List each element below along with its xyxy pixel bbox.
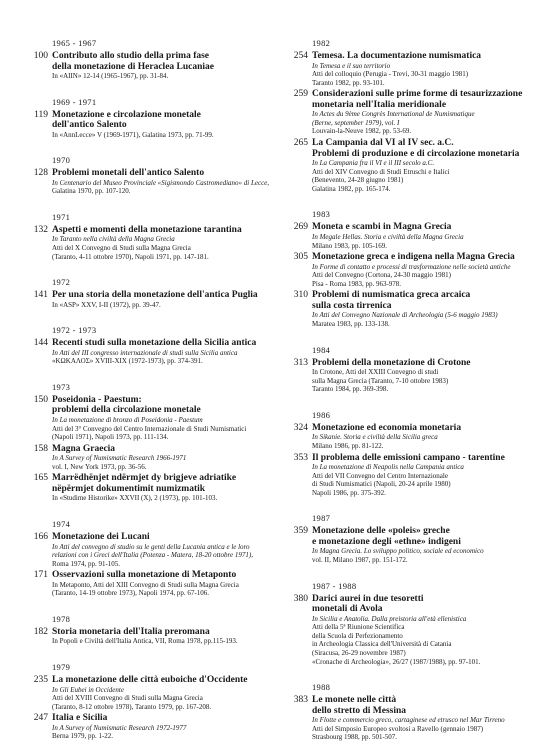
year-heading: 1984 xyxy=(312,344,331,355)
entry-title: Marrëdhënjet ndërmjet dy brigjeve adriatike xyxy=(52,473,237,484)
entry-citation: Atti del Simposio Europeo svoltosi a Ravello (gennaio 1987) xyxy=(312,724,484,733)
entry-citation: In A Survey of Numismatic Research 1972-1977 xyxy=(52,723,187,732)
group-spacer xyxy=(290,195,540,209)
group-spacer xyxy=(30,600,275,614)
entry-title: e monetazione degli «ethne» indigeni xyxy=(312,536,461,547)
entry-citation: In La monetazione di Neapolis nella Campania antica xyxy=(312,463,464,472)
entry-citation: In Crotone, Atti del XXIII Convegno di studi xyxy=(312,368,439,377)
entry-citation: In Forme di contatto e processi di trasformazione nelle società antiche xyxy=(312,262,511,271)
group-spacer xyxy=(30,311,275,325)
bibliography-entry xyxy=(290,89,540,136)
group-spacer xyxy=(30,505,275,519)
entry-citation: Berna 1979, pp. 1-22. xyxy=(52,732,114,741)
bibliography-entry xyxy=(30,713,275,741)
entry-citation: Galatina 1982, pp. 165-174. xyxy=(312,184,391,193)
entry-title: Problemi di numismatica greca arcaica xyxy=(312,290,471,301)
bibliography-entry xyxy=(30,110,275,140)
entry-body xyxy=(52,110,275,140)
entry-citation: Atti del XVIII Convegno di Studi sulla Magna Grecia xyxy=(52,694,203,703)
entry-title: Il problema delle emissioni campano - tarentine xyxy=(312,452,505,463)
entry-title: Moneta e scambi in Magna Grecia xyxy=(312,222,452,233)
entry-title: Problemi di produzione e di circolazione monetaria xyxy=(312,148,520,159)
entry-number: 141 xyxy=(33,290,48,301)
entry-citation: In Gli Eubei in Occidente xyxy=(52,685,124,694)
entry-title: Problemi della monetazione di Crotone xyxy=(312,357,471,368)
entry-body xyxy=(312,51,540,87)
entry-body xyxy=(312,252,540,288)
entry-citation: Atti del VII Convegno del Centro Internazionale xyxy=(312,471,448,480)
year-heading: 1971 xyxy=(52,211,71,222)
entry-title: Aspetti e momenti della monetazione tarantina xyxy=(52,224,242,235)
group-spacer xyxy=(290,396,540,410)
entry-number: 165 xyxy=(33,473,48,484)
entry-citation: (Benevento, 24-28 giugno 1981) xyxy=(312,176,404,185)
entry-title: Osservazioni sulla monetazione di Metaponto xyxy=(52,570,237,581)
right-column xyxy=(290,38,540,744)
entry-title: Monetazione ed economia monetaria xyxy=(312,422,462,433)
entry-citation: In Actes du 9ème Congrès International de Numismatique xyxy=(312,110,475,119)
entry-citation: In Flotte e commercio greco, cartaginese ed etrusco nel Mar Tirreno xyxy=(312,716,505,725)
entry-title: Recenti studi sulla monetazione della Sicilia antica xyxy=(52,338,257,349)
entry-title: dello stretto di Messina xyxy=(312,705,407,716)
entry-body xyxy=(312,526,540,564)
entry-title: La monetazione delle città euboiche d'Occidente xyxy=(52,675,248,686)
entry-number: 380 xyxy=(293,593,308,604)
entry-number: 182 xyxy=(33,626,48,637)
entry-citation: Milano 1983, pp. 105-169. xyxy=(312,241,388,250)
year-heading: 1969 - 1971 xyxy=(52,96,97,107)
entry-citation: Taranto 1982, pp. 93-101. xyxy=(312,78,385,87)
entry-citation: Atti della 5ª Riunione Scientifica xyxy=(312,623,405,632)
entry-citation: vol. II, Milano 1987, pp. 151-172. xyxy=(312,556,408,565)
entry-citation: della Scuola di Perfezionamento xyxy=(312,631,403,640)
entry-citation: In Sikanie. Storia e civiltà della Sicilia greca xyxy=(312,433,438,442)
entry-body xyxy=(52,532,275,568)
entry-citation: In Temesa e il suo territorio xyxy=(312,61,391,70)
entry-number: 359 xyxy=(293,526,308,537)
entry-number: 171 xyxy=(33,570,48,581)
entry-body xyxy=(52,444,275,472)
entry-number: 158 xyxy=(33,443,48,454)
entry-title: Monetazione greca e indigena nella Magna Grecia xyxy=(312,252,515,263)
entry-number: 310 xyxy=(293,290,308,301)
entry-title: Monetazione dei Lucani xyxy=(52,532,150,542)
entry-title: Magna Graecia xyxy=(52,443,116,454)
entry-citation: In «Studime Historike» XXVII (X), 2 (1973), pp. 101-103. xyxy=(52,494,218,503)
bibliography-entry xyxy=(290,51,540,87)
entry-citation: sulla Magna Grecia (Taranto, 7-10 ottobre 1983) xyxy=(312,376,449,385)
entry-citation: vol. I, New York 1973, pp. 36-56. xyxy=(52,462,147,471)
entry-number: 313 xyxy=(293,357,308,368)
entry-number: 254 xyxy=(293,51,308,61)
entry-title: Temesa. La documentazione numismatica xyxy=(312,51,482,61)
entry-citation: Atti del Convegno (Cortona, 24-30 maggio 1981) xyxy=(312,271,452,280)
entry-citation: Atti del 3° Convegno del Centro Internazionale di Studi Numismatici xyxy=(52,424,247,433)
group-spacer xyxy=(290,499,540,513)
entry-number: 265 xyxy=(293,138,308,149)
entry-citation: (Taranto, 4-11 ottobre 1970), Napoli 1971, pp. 147-181. xyxy=(52,252,209,261)
entry-citation: In Megale Hellas. Storia e civiltà della Magna Grecia xyxy=(312,232,464,241)
entry-body xyxy=(52,627,275,646)
bibliography-entry xyxy=(290,222,540,250)
entry-title: dell'antico Salento xyxy=(52,120,127,131)
group-spacer xyxy=(30,368,275,382)
entry-citation: In «AIIN» 12-14 (1965-1967), pp. 31-84. xyxy=(52,72,169,80)
entry-body xyxy=(52,675,275,711)
group-spacer xyxy=(30,198,275,212)
entry-citation: Pisa - Roma 1983, pp. 963-978. xyxy=(312,279,402,288)
entry-title: problemi della circolazione monetale xyxy=(52,405,201,416)
entry-number: 150 xyxy=(33,394,48,405)
entry-number: 144 xyxy=(33,338,48,349)
entry-body xyxy=(52,713,275,741)
bibliography-entry xyxy=(290,594,540,667)
entry-title: monetaria nell'Italia meridionale xyxy=(312,99,447,110)
group-spacer xyxy=(290,331,540,345)
entry-body xyxy=(312,594,540,667)
entry-number: 305 xyxy=(293,252,308,263)
entry-title: Le monete nelle città xyxy=(312,695,397,706)
entry-citation: Atti del X Convegno di Studi sulla Magna Grecia xyxy=(52,243,191,252)
year-heading: 1965 - 1967 xyxy=(52,38,97,48)
entry-citation: In Centenario del Museo Provinciale «Sigismondo Castromediano» di Lecce, xyxy=(52,178,270,187)
entry-citation: In La Campania fra il VI e il III secolo a.C. xyxy=(312,159,435,168)
entry-body xyxy=(52,168,275,196)
entry-citation: In Popoli e Civiltà dell'Italia Antica, VII, Roma 1978, pp.115-193. xyxy=(52,637,238,646)
entry-citation: Maratea 1983, pp. 133-138. xyxy=(312,320,390,328)
bibliography-entry xyxy=(30,395,275,442)
entry-citation: Taranto 1984, pp. 369-398. xyxy=(312,385,389,394)
entry-number: 128 xyxy=(33,168,48,179)
year-heading: 1988 xyxy=(312,682,331,693)
entry-number: 269 xyxy=(293,222,308,233)
entry-title: Darici aurei in due tesoretti xyxy=(312,593,424,604)
entry-citation: In Atti del convegno di studio su le genti della Lucania antica e le loro xyxy=(52,542,250,551)
entry-citation: Strasbourg 1988, pp. 501-507. xyxy=(312,733,398,742)
bibliography-entry xyxy=(30,51,275,81)
year-heading: 1972 - 1973 xyxy=(52,325,97,336)
year-heading: 1987 xyxy=(312,513,331,524)
bibliography-entry xyxy=(290,453,540,498)
entry-number: 235 xyxy=(33,675,48,686)
group-spacer xyxy=(290,567,540,581)
year-heading: 1970 xyxy=(52,155,71,166)
entry-title: Monetazione delle «poleis» greche xyxy=(312,526,450,537)
year-heading: 1974 xyxy=(52,519,71,529)
entry-body xyxy=(312,695,540,742)
entry-title: sulla costa tirrenica xyxy=(312,300,392,311)
entry-body xyxy=(52,570,275,598)
group-spacer xyxy=(30,648,275,662)
entry-number: 259 xyxy=(293,89,308,100)
entry-citation: In Sicilia e Anatolia. Dalla preistoria all'età ellenistica xyxy=(312,614,467,623)
bibliography-entry xyxy=(30,168,275,196)
entry-body xyxy=(312,290,540,328)
year-heading: 1978 xyxy=(52,613,71,624)
entry-title: monetali di Avola xyxy=(312,604,383,615)
entry-citation: In Atti del III congresso internazionale di studi sulla Sicilia antica xyxy=(52,348,238,357)
entry-body xyxy=(312,423,540,451)
entry-number: 383 xyxy=(293,695,308,706)
bibliography-entry xyxy=(290,252,540,288)
entry-citation: Galatina 1970, pp. 107-120. xyxy=(52,187,131,196)
entry-title: La Campania dal VI al IV sec. a.C. xyxy=(312,138,454,149)
bibliography-entry xyxy=(290,138,540,193)
entry-body xyxy=(312,89,540,136)
entry-citation: Napoli 1986, pp. 375-392. xyxy=(312,488,386,497)
entry-body xyxy=(312,358,540,394)
entry-citation: «ΚΩΚΑΛΟΣ» XVIII-XIX (1972-1973), pp. 374-391. xyxy=(52,357,203,366)
entry-title: Storia monetaria dell'Italia preromana xyxy=(52,626,210,637)
entry-body xyxy=(52,225,275,261)
group-spacer xyxy=(290,668,540,682)
year-heading: 1986 xyxy=(312,409,331,420)
entry-body xyxy=(52,473,275,503)
entry-citation: In Metaponto, Atti del XIII Convegno di Studi sulla Magna Grecia xyxy=(52,580,239,589)
entry-body xyxy=(52,290,275,309)
entry-citation: relazioni con i Greci dell'Italia (Potenza - Matera, 18-20 ottobre 1971), xyxy=(52,551,253,560)
entry-title: Per una storia della monetazione dell'antica Puglia xyxy=(52,290,258,301)
bibliography-entry xyxy=(30,627,275,646)
entry-citation: Atti del colloquio (Perugia - Trevi, 30-31 maggio 1981) xyxy=(312,70,469,79)
year-heading: 1982 xyxy=(312,38,331,48)
entry-title: Poseidonia - Paestum: xyxy=(52,394,142,405)
entry-title: nëpërmjet dokumentimit numizmatik xyxy=(52,483,206,494)
entry-number: 324 xyxy=(293,422,308,433)
entry-body xyxy=(312,222,540,250)
bibliography-entry xyxy=(30,532,275,568)
entry-citation: Milano 1986, pp. 81-122. xyxy=(312,441,384,450)
entry-citation: (Taranto, 14-19 ottobre 1973), Napoli 1974, pp. 67-106. xyxy=(52,589,209,598)
bibliography-entry xyxy=(30,675,275,711)
year-heading: 1983 xyxy=(312,209,331,220)
group-spacer xyxy=(30,141,275,155)
entry-citation: Louvain-la-Neuve 1982, pp. 53-69. xyxy=(312,127,412,136)
entry-title: Italia e Sicilia xyxy=(52,713,108,724)
year-heading: 1973 xyxy=(52,381,71,392)
entry-citation: «Cronache di Archeologia», 26/27 (1987/1988), pp. 97-101. xyxy=(312,657,481,666)
entry-body xyxy=(52,51,275,81)
year-heading: 1972 xyxy=(52,277,71,288)
entry-citation: (Berne, september 1979), vol. I xyxy=(312,118,400,127)
bibliography-entry xyxy=(30,290,275,309)
entry-citation: In Atti del Convegno Nazionale di Archeologia (5-6 maggio 1983) xyxy=(312,311,498,320)
left-column xyxy=(30,38,275,743)
bibliography-entry xyxy=(290,358,540,394)
entry-number: 353 xyxy=(293,452,308,463)
entry-body xyxy=(312,138,540,193)
entry-citation: Roma 1974, pp. 91-105. xyxy=(52,559,121,568)
bibliography-entry xyxy=(290,526,540,564)
entry-citation: In Taranto nella civiltà della Magna Grecia xyxy=(52,235,175,244)
entry-title: della monetazione di Heraclea Lucaniae xyxy=(52,61,215,72)
bibliography-entry xyxy=(30,444,275,472)
year-heading: 1979 xyxy=(52,662,71,673)
entry-citation: di Studi Numismatici (Napoli, 20-24 aprile 1980) xyxy=(312,480,451,489)
entry-citation: In «AnnLecce» V (1969-1971), Galatina 1973, pp. 71-99. xyxy=(52,130,214,139)
bibliography-entry xyxy=(30,338,275,366)
bibliography-entry xyxy=(30,473,275,503)
entry-citation: In A Survey of Numismatic Research 1966-1971 xyxy=(52,454,187,463)
bibliography-entry xyxy=(30,225,275,261)
entry-body xyxy=(52,338,275,366)
entry-title: Monetazione e circolazione monetale xyxy=(52,109,201,120)
bibliography-entry xyxy=(290,290,540,328)
bibliography-entry xyxy=(30,570,275,598)
entry-body xyxy=(312,453,540,498)
entry-title: Contributo allo studio della prima fase xyxy=(52,51,210,61)
entry-number: 166 xyxy=(33,532,48,542)
entry-number: 119 xyxy=(34,109,48,120)
group-spacer xyxy=(30,263,275,277)
group-spacer xyxy=(30,83,275,97)
entry-citation: In Magna Grecia. Lo sviluppo politico, sociale ed economico xyxy=(312,547,484,556)
bibliography-entry xyxy=(290,695,540,742)
entry-number: 100 xyxy=(33,51,48,61)
bibliography-entry xyxy=(290,423,540,451)
entry-body xyxy=(52,395,275,442)
entry-citation: (Taranto, 8-12 ottobre 1978), Taranto 1979, pp. 167-208. xyxy=(52,702,212,711)
entry-number: 247 xyxy=(33,713,48,724)
entry-number: 132 xyxy=(33,224,48,235)
entry-citation: (Napoli 1971), Napoli 1973, pp. 111-134. xyxy=(52,433,169,442)
year-heading: 1987 - 1988 xyxy=(312,580,357,591)
entry-citation: In La monetazione di bronzo di Poseidonia - Paestum xyxy=(52,415,203,424)
entry-citation: In «ASP» XXV, I-II (1972), pp. 39-47. xyxy=(52,300,161,309)
entry-citation: Atti del XIV Convegno di Studi Etruschi e Italici xyxy=(312,167,450,176)
entry-citation: in Archeologia Classica dell'Università di Catania xyxy=(312,640,452,649)
entry-title: Problemi monetali dell'antico Salento xyxy=(52,168,205,179)
entry-citation: (Siracusa, 26-29 novembre 1987) xyxy=(312,649,406,657)
entry-title: Considerazioni sulle prime forme di tesaurizzazione xyxy=(312,89,523,100)
